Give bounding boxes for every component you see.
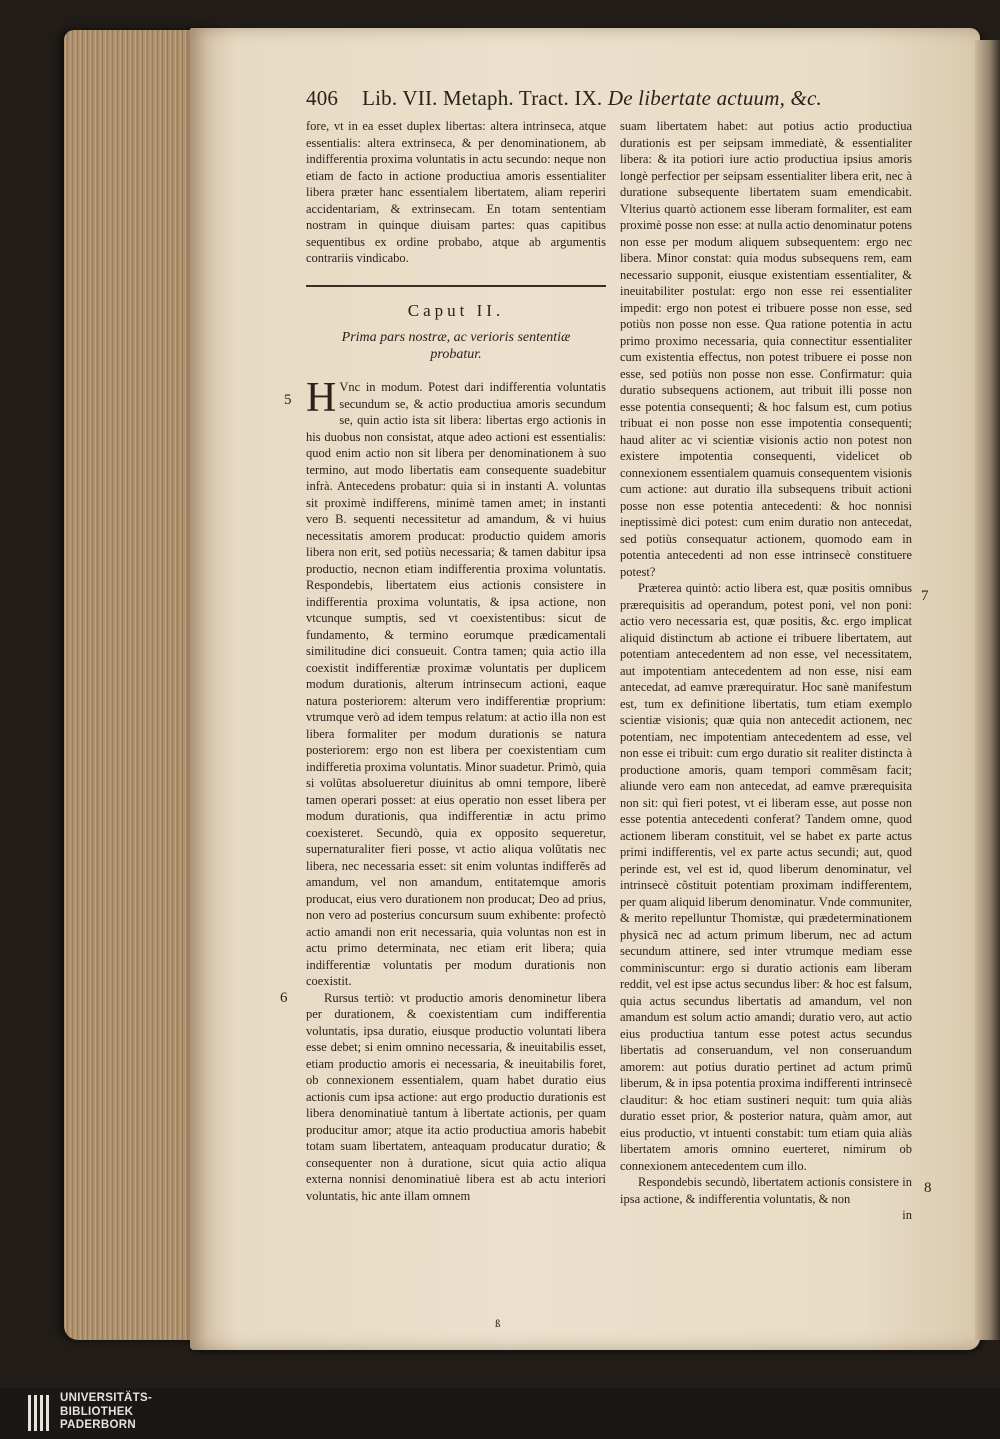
drop-cap: H	[306, 375, 337, 421]
paragraph-5	[306, 375, 606, 990]
paragraph-6: Rursus tertiò: vt productio amoris denominetur libera per durationem, & coexistentiam cum indifferentia voluntatis, ipsa duratio, eiusque productio voluntati libera esse debet; si enim omnino necessaria, & ineuitabilis esset, etiam productio amoris ei necessaria, & ineuitabilis foret, ob connexionem essentialem, quam habet duratio eius actionis cum ipsa actione: aut ergo productio durationis est libera denominatiuè tantum à libertate actionis, per quam producitur amor; atque ita actio productiua amoris habebit totam suam libertatem, anteaquam producatur duratio; & consequenter non à duratione, sicut quia actio aliqua externa nonnisi denominatiuè libera est ab actu interiori voluntatis, hic ante illam omnem	[306, 990, 606, 1203]
running-title: Lib. VII. Metaph. Tract. IX.	[362, 86, 603, 110]
catchword: in	[902, 1208, 912, 1222]
page-number: 406	[306, 86, 339, 110]
paragraph-5-text: Vnc in modum. Potest dari indifferentia voluntatis secundum se, & actio productiua amoris secundum se, quin actio ista sit libera: libertas ergo actionis in his duobus non consistat, atque adeo actioni est essentialis: quod enim actio non sit libera per denominationem à suo termino, aut modo libertatis eam consequente suadebitur infrà. Antecedens probatur: quia si in instanti A. voluntas sit proximè indifferens, minimè tamen amet; in instanti vero B. sequenti necessitetur ad amandum, & vi huius necessitatis amorem producat: productio quidem amoris libera non erit, sed potiùs necessaria; & tamen dabitur ipsa productio, necnon etiam indifferentia proxima voluntatis. Respondebis, libertatem eius actionis consistere in indifferentia proxima voluntatis, & ipsa actione, non vtcunque sumptis, sed vt coexistentibus: sicut de fundamento, & termino eorumque prædicamentali similitudine dici consueuit. Contra tamen; quia actio illa coexistit indifferentiæ proximæ voluntatis per duplicem modum durationis, alterum intrinsecum actioni, eaque natura posteriorem: alterum vero indifferentiæ proprium: vtrumque verò ad idem tempus relatum: at actio illa non est libera formaliter per modum durationis se natura posteriorem: ergo non est libera per coexistentiam cum indifferetia proxima voluntatis. Minor suadetur. Primò, quia si volũtas absolueretur diuinitus ab omni tempore, liberè tamen operari posset: at eius operatio non esset libera per modum durationis, qua indifferentiæ in actu primo coexisteret. Secundò, quia ex opposito sequeretur, supernaturaliter fieri posse, vt actio aliqua volũtatis nec libera, nec necessaria esset: sit enim voluntas indifferẽs ad amandum, vel non amandum, entitatemque amoris producat, eius vero durationem non producat; Deo ad prius, non vero ad posterius concursum suum exhibente: profectò actio amandi non erit necessaria, quia voluntas non est in actu primo determinata, nec etiam erit libera; quia indifferentiæ voluntatis per modum durationis non coexistit.	[306, 380, 606, 988]
paragraph-continued: suam libertatem habet: aut potius actio productiua durationis est per seipsam immediatè, & essentialiter libera: & ita potiori iure actio productiua ipsius amoris longè perfectior per seipsam essentialiter libera erit, nec à duratione subsequente libertatem suam emendicabit. Vlterius quartò actionem esse liberam formaliter, est eam proximè posse non esse: at nulla actio denominatur potens non esse per modum aliquem subsequentem: ergo nec libera. Minor constat: quia modus subsequens rem, eam necessario supponit, eiusque existentiam essentialiter, & ineuitabiliter postulat: ergo non esse rei essentialiter impedit: ergo non potest ei tribuere posse non esse, sed potiùs non posse non esse. Qua ratione potentia in actu primo proximo necessaria, quia connectitur essentialiter cum existentia effectus, non potest tribuere ei posse non esse, sed potiùs non posse non esse. Confirmatur: quia duratio subsequens actionem, aut tribuit illi posse non esse potentia consequenti; & hoc falsum est, cum potius tribuat ei non posse non esse impotentia consequenti; haud aliter ac vi scientiæ visionis actio non potest non existere impotentia consequenti, videlicet ob connexionem essentialem quamuis consequentem visionis cum actione: aut duratio illa subsequens tribuit actioni posse non esse potentia antecedenti: & hoc nonnisi ineptissimè dici potest: cum enim duratio non antecedat, sed potiùs consequatur actionem, quomodo eam in potentia antecedenti ad non esse intrinsecè constituere potest?	[620, 119, 912, 579]
running-head	[306, 86, 826, 116]
margin-number-6: 6	[280, 990, 288, 1006]
section-divider	[306, 285, 606, 287]
library-footer	[0, 1388, 1000, 1439]
margin-number-7: 7	[921, 588, 929, 604]
library-name-line-3: PADERBORN	[60, 1419, 136, 1431]
margin-number-5: 5	[284, 392, 292, 408]
running-subject: De libertate actuum, &c.	[607, 86, 823, 110]
book-right-edge	[975, 40, 1000, 1340]
signature-mark: ß	[495, 1318, 501, 1330]
intro-paragraph: fore, vt in ea esset duplex libertas: altera intrinseca, atque essentialis: altera extrinseca, & per denominationem, ab indifferentia proxima voluntatis in actu secundo: neque non etiam de facto in actione productiua amoris essentialiter libera præter hanc essentialem libertatem, aliam reperiri accidentariam, & extrinsecam. En totam sententiam nostram in quinque diuisam partes: quas capitibus sequentibus ex ordine probabo, atque ab argumentis contrariis vindicabo.	[306, 119, 606, 265]
margin-number-8: 8	[924, 1180, 932, 1196]
library-logo-icon	[26, 1393, 54, 1433]
paragraph-8: Respondebis secundò, libertatem actionis consistere in ipsa actione, & indifferentia voluntatis, & non	[620, 1175, 912, 1206]
chapter-subtitle: Prima pars nostræ, ac verioris sententiæ probatur.	[341, 330, 571, 362]
text-column-left	[306, 118, 606, 1218]
text-column-right	[620, 118, 912, 1222]
chapter-heading: Caput II.	[407, 300, 505, 320]
library-name	[60, 1392, 152, 1433]
paragraph-7: Præterea quintò: actio libera est, quæ positis omnibus prærequisitis ad operandum, potest poni, vel non poni: actio vero necessaria est, quæ positis, &c. ergo implicat aliquid distinctum ab actione ei tribuere libertatem, aut potentiam antecedentem ad non esse, vel necessitatem, aut impotentiam antecedentem ad non esse, nisi eam antecedat, ad eamve prærequiratur. Hoc sanè manifestum est, tum ex definitione libertatis, tum etiam exemplo scientiæ visionis; quæ quia non antecedit actionem, nec potentiam, nec impotentiam antecedentem ad esse, vel non esse ei tribuit: cum ergo duratio sit realiter distincta à productione amoris, quam tempori commẽsam facit; aliunde vero eam non antecedat, ad eamve prærequisita non sit: quì fieri potest, vt ei liberam esse, aut posse non esse potentia antecedenti conferat? Tandem omne, quod actionem liberam constituit, vel se habet ex parte actus primi indifferentis, vel ex parte actus secundi; aut, quod perinde est, vel est id, quod liberum denominatur, vel intrinsecè cõstituit potentiam proximam indifferentem, per quam aliquid liberum denominatur. Vnde communiter, & merito repelluntur Thomistæ, qui prædeterminationem physicã nec ad actum primum liberum, nec ad actum secundum attinere, sed inter vtrumque mediam esse comminiscuntur: ergo si duratio actionis eam liberam reddit, vel est ipse actus secundus liber: & hoc est falsum, quia actus secundus libertatis ad amandum, vel non amandum est solum actio amandi; duratio vero, aut actio eius productiua tantum esse potest actus secundus libertatis ad conseruandum, vel non conseruandum amorem: aut potius duratio pertinet ad actum primũ liberum, & in ipsa potentia proxima indifferenti intrinsecè clauditur: & hoc etiam sustineri nequit: tum quia aliàs duratio esset prior, & posterior natura, quàm amor, aut eius productio, vt intuenti constabit: tum etiam quia aliàs libertatem amoris omnino euerteret, nimirum ob connexionem antecedentem cum illo.	[620, 581, 912, 1173]
library-name-line-1: UNIVERSITÄTS-	[60, 1392, 153, 1404]
library-name-line-2: BIBLIOTHEK	[60, 1405, 134, 1418]
